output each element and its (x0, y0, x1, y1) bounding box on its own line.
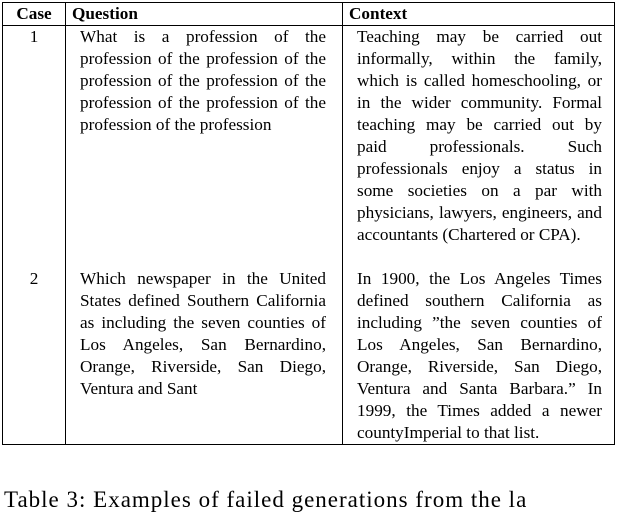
failure-examples-table (2, 2, 615, 445)
table-row (3, 26, 615, 268)
row-2-context: In 1900, the Los Angeles Times defined southern California as including ”the seven counties of Los Angeles, San Bernardino, Orange, Riverside, San Diego, Ventura and Santa Barbara.” In 1999, the Times added a newer countyImperial to that list. (343, 268, 615, 445)
table-row (3, 268, 615, 445)
header-question: Question (66, 3, 343, 26)
row-1-case: 1 (3, 26, 66, 268)
header-context: Context (343, 3, 615, 26)
table-header-row (3, 3, 615, 26)
row-2-case: 2 (3, 268, 66, 445)
row-1-question: What is a profession of the profession of the profession of the profession of the profession of the profession of the profession of the profession of the profession (66, 26, 343, 268)
table-caption: Table 3: Examples of failed generations from the la (4, 487, 528, 512)
failure-examples-table-container (2, 2, 614, 445)
row-1-context: Teaching may be carried out informally, within the family, which is called homeschooling, or in the wider community. Formal teaching may be carried out by paid professionals. Such professionals enjoy a status in some societies on a par with physicians, lawyers, engineers, and accountants (Chartered or CPA). (343, 26, 615, 268)
row-2-question: Which newspaper in the United States defined Southern California as including the seven counties of Los Angeles, San Bernardino, Orange, Riverside, San Diego, Ventura and Sant (66, 268, 343, 445)
header-case: Case (3, 3, 66, 26)
